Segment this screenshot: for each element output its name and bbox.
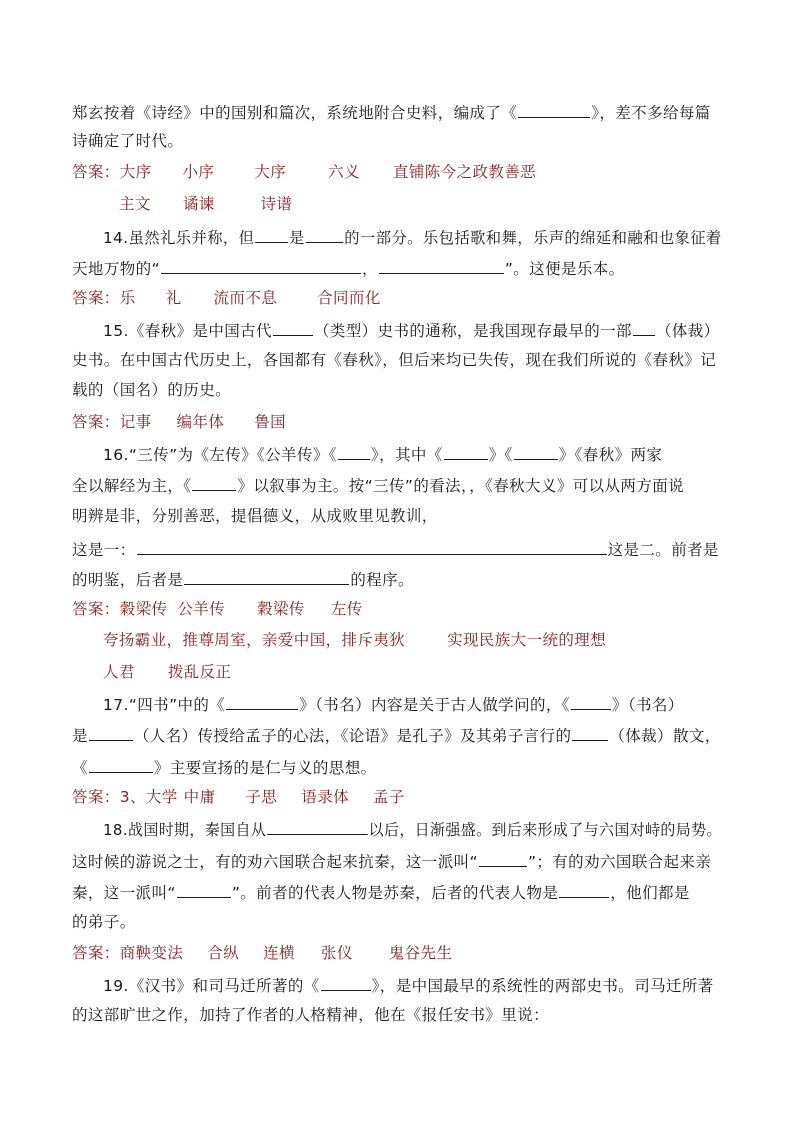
text: 》主要宣扬的是仁与义的思想。	[153, 759, 377, 777]
answer-label: 答案：	[72, 944, 120, 962]
answer-label: 答案：	[72, 600, 120, 618]
answer-item: 左传	[330, 600, 363, 618]
text: （体裁）散文，	[609, 727, 721, 745]
answer-blank	[192, 474, 236, 491]
text: 》（书名）内容是关于古人做学问的，《	[299, 696, 570, 714]
text-line	[72, 724, 721, 746]
answer-item: 中庸	[183, 788, 216, 806]
text: 15.《春秋》是中国古代	[103, 322, 272, 340]
answer-item: 商鞅变法	[119, 944, 184, 962]
text: 》《	[488, 446, 513, 464]
answer-item: 夸扬霸业，推尊周室，亲爱中国，排斥夷狄	[103, 631, 406, 649]
answer-blank	[444, 443, 488, 460]
text: 是	[72, 727, 88, 745]
answer-line	[72, 599, 363, 619]
text: 秦，这一派叫“	[72, 884, 176, 902]
answer-blank	[338, 443, 370, 460]
answer-item: 鲁国	[254, 413, 287, 431]
text: 的明鉴，后者是	[72, 571, 184, 589]
answer-blank	[177, 881, 231, 898]
answer-item: 编年体	[176, 413, 225, 431]
text-line	[72, 850, 711, 872]
question-16	[103, 443, 662, 465]
answer-item: 孟子	[373, 788, 405, 806]
answer-item: 穀梁传	[119, 600, 168, 618]
text-line	[72, 380, 231, 400]
text: 《	[72, 759, 88, 777]
text: ，他们都是	[610, 884, 690, 902]
answer-item: 连横	[263, 944, 295, 962]
text-line	[72, 1005, 549, 1025]
text: 史书。在中国古代历史上，各国都有《春秋》，但后来均已失传，现在我们所说的《春秋》记	[72, 351, 717, 369]
answer-item: 合同而化	[317, 289, 381, 307]
text: 天地万物的“	[72, 260, 160, 278]
answer-blank	[161, 257, 361, 274]
text: 明辨是非，分别善恶，提倡德义，从成败里见教训，	[72, 507, 438, 525]
answer-item: 小序	[182, 163, 215, 181]
answer-item: 流而不息	[213, 289, 278, 307]
text-line	[72, 131, 183, 151]
text: 全以解经为主，《	[72, 477, 192, 495]
answer-blank	[479, 850, 527, 867]
answer-blank	[633, 319, 655, 336]
answer-line	[72, 288, 381, 308]
text: 》以叙事为主。按“三传”的看法，，《春秋大义》可以从两方面说	[237, 477, 685, 495]
text: （体裁）	[655, 322, 720, 340]
text: 》（书名）	[611, 696, 684, 714]
answer-label: 答案：	[72, 413, 120, 431]
text-line	[72, 506, 438, 526]
answer-item: 记事	[119, 413, 152, 431]
answer-label: 答案：	[72, 289, 120, 307]
answer-item: 人君	[103, 663, 135, 681]
question-17	[103, 693, 684, 715]
answer-blank	[137, 538, 607, 555]
answer-item: 穀梁传	[257, 600, 305, 618]
text-line	[72, 350, 716, 370]
text: （类型）史书的通称，是我国现存最早的一部	[313, 322, 632, 340]
text: ”；有的劝六国联合起来亲	[527, 853, 712, 871]
answer-item: 诗谱	[260, 195, 293, 213]
answer-blank	[89, 724, 133, 741]
answer-item: 拨乱反正	[167, 663, 232, 681]
text: 郑玄按着《诗经》中的国别和篇次，系统地附合史料，编成了《	[72, 104, 518, 122]
answer-line	[72, 412, 286, 432]
text-line	[72, 568, 414, 590]
answer-item: 乐	[119, 289, 136, 307]
text: 17.“四书”中的《	[103, 696, 226, 714]
answer-blank	[518, 101, 590, 118]
text: 以后，日渐强盛。到后来形成了与六国对峙的局势。	[368, 821, 722, 839]
answer-item: 主文	[119, 195, 151, 213]
text: 14.虽然礼乐并称，但	[103, 229, 255, 247]
text: 18.战国时期，秦国自从	[103, 821, 267, 839]
answer-blank	[559, 881, 609, 898]
answer-item: 礼	[165, 289, 182, 307]
question-14	[103, 226, 722, 248]
text: ，	[361, 260, 378, 278]
answer-blank	[379, 257, 504, 274]
text: （人名）传授给孟子的心法，《论语》是孔子》及其弟子言行的	[133, 727, 572, 745]
answer-item: 合纵	[207, 944, 240, 962]
text-line	[72, 881, 690, 903]
text: 的程序。	[350, 571, 414, 589]
answer-item: 大序	[254, 163, 287, 181]
text-line	[72, 538, 719, 560]
text: ”。这便是乐本。	[504, 260, 625, 278]
answer-blank	[267, 818, 367, 835]
answer-line	[119, 194, 292, 214]
answer-line	[72, 943, 452, 963]
text: 这是二。前者是	[607, 541, 719, 559]
question-15	[103, 319, 720, 341]
answer-label: 答案：	[72, 163, 120, 181]
answer-blank	[226, 693, 298, 710]
answer-blank	[273, 319, 313, 336]
text: 的弟子。	[72, 913, 136, 931]
answer-item: 实现民族大一统的理想	[447, 631, 607, 649]
answer-item: 谲谏	[182, 195, 215, 213]
question-18	[103, 818, 722, 840]
answer-item: 大序	[119, 163, 152, 181]
text: 》《春秋》两家	[558, 446, 663, 464]
answer-blank	[571, 693, 611, 710]
text: 这是一：	[72, 541, 136, 559]
answer-item: 公羊传	[177, 600, 226, 618]
answer-line	[72, 162, 536, 182]
answer-label: 答案：3、大学	[72, 788, 178, 806]
answer-blank	[184, 568, 349, 585]
answer-line	[103, 630, 606, 650]
text: 诗确定了时代。	[72, 132, 184, 150]
text: 载的（国名）的历史。	[72, 381, 232, 399]
text: 这时候的游说之士，有的劝六国联合起来抗秦，这一派叫“	[72, 853, 478, 871]
text: 》，其中《	[370, 446, 443, 464]
answer-item: 六义	[328, 163, 360, 181]
answer-blank	[321, 974, 371, 991]
answer-item: 张仪	[320, 944, 353, 962]
answer-blank	[255, 226, 288, 243]
text: 是	[288, 229, 305, 247]
text: ”。前者的代表人物是苏秦，后者的代表人物是	[231, 884, 559, 902]
text: 》，是中国最早的系统性的两部史书。司马迁所著	[371, 977, 714, 995]
text-line	[72, 257, 625, 279]
text: 16.“三传”为《左传》《公羊传》《	[103, 446, 337, 464]
question-19	[103, 974, 714, 996]
answer-blank	[514, 443, 558, 460]
text: 》，差不多给每篇	[591, 104, 711, 122]
answer-blank	[89, 756, 153, 773]
text-line	[72, 474, 684, 496]
text: 的一部分。乐包括歌和舞，乐声的绵延和融和也象征着	[344, 229, 722, 247]
answer-blank	[572, 724, 608, 741]
text: 19.《汉书》和司马迁所著的《	[103, 977, 320, 995]
text-line	[72, 756, 377, 778]
text-line	[72, 101, 711, 123]
answer-item: 鬼谷先生	[388, 944, 453, 962]
answer-line	[72, 787, 405, 807]
answer-item: 语录体	[301, 788, 349, 806]
answer-item: 直铺陈今之政教善恶	[392, 163, 537, 181]
answer-blank	[306, 226, 344, 243]
text: 的这部旷世之作，加持了作者的人格精神，他在《报任安书》里说：	[72, 1006, 550, 1024]
answer-line	[103, 662, 231, 682]
answer-item: 子思	[245, 788, 278, 806]
text-line	[72, 912, 136, 932]
